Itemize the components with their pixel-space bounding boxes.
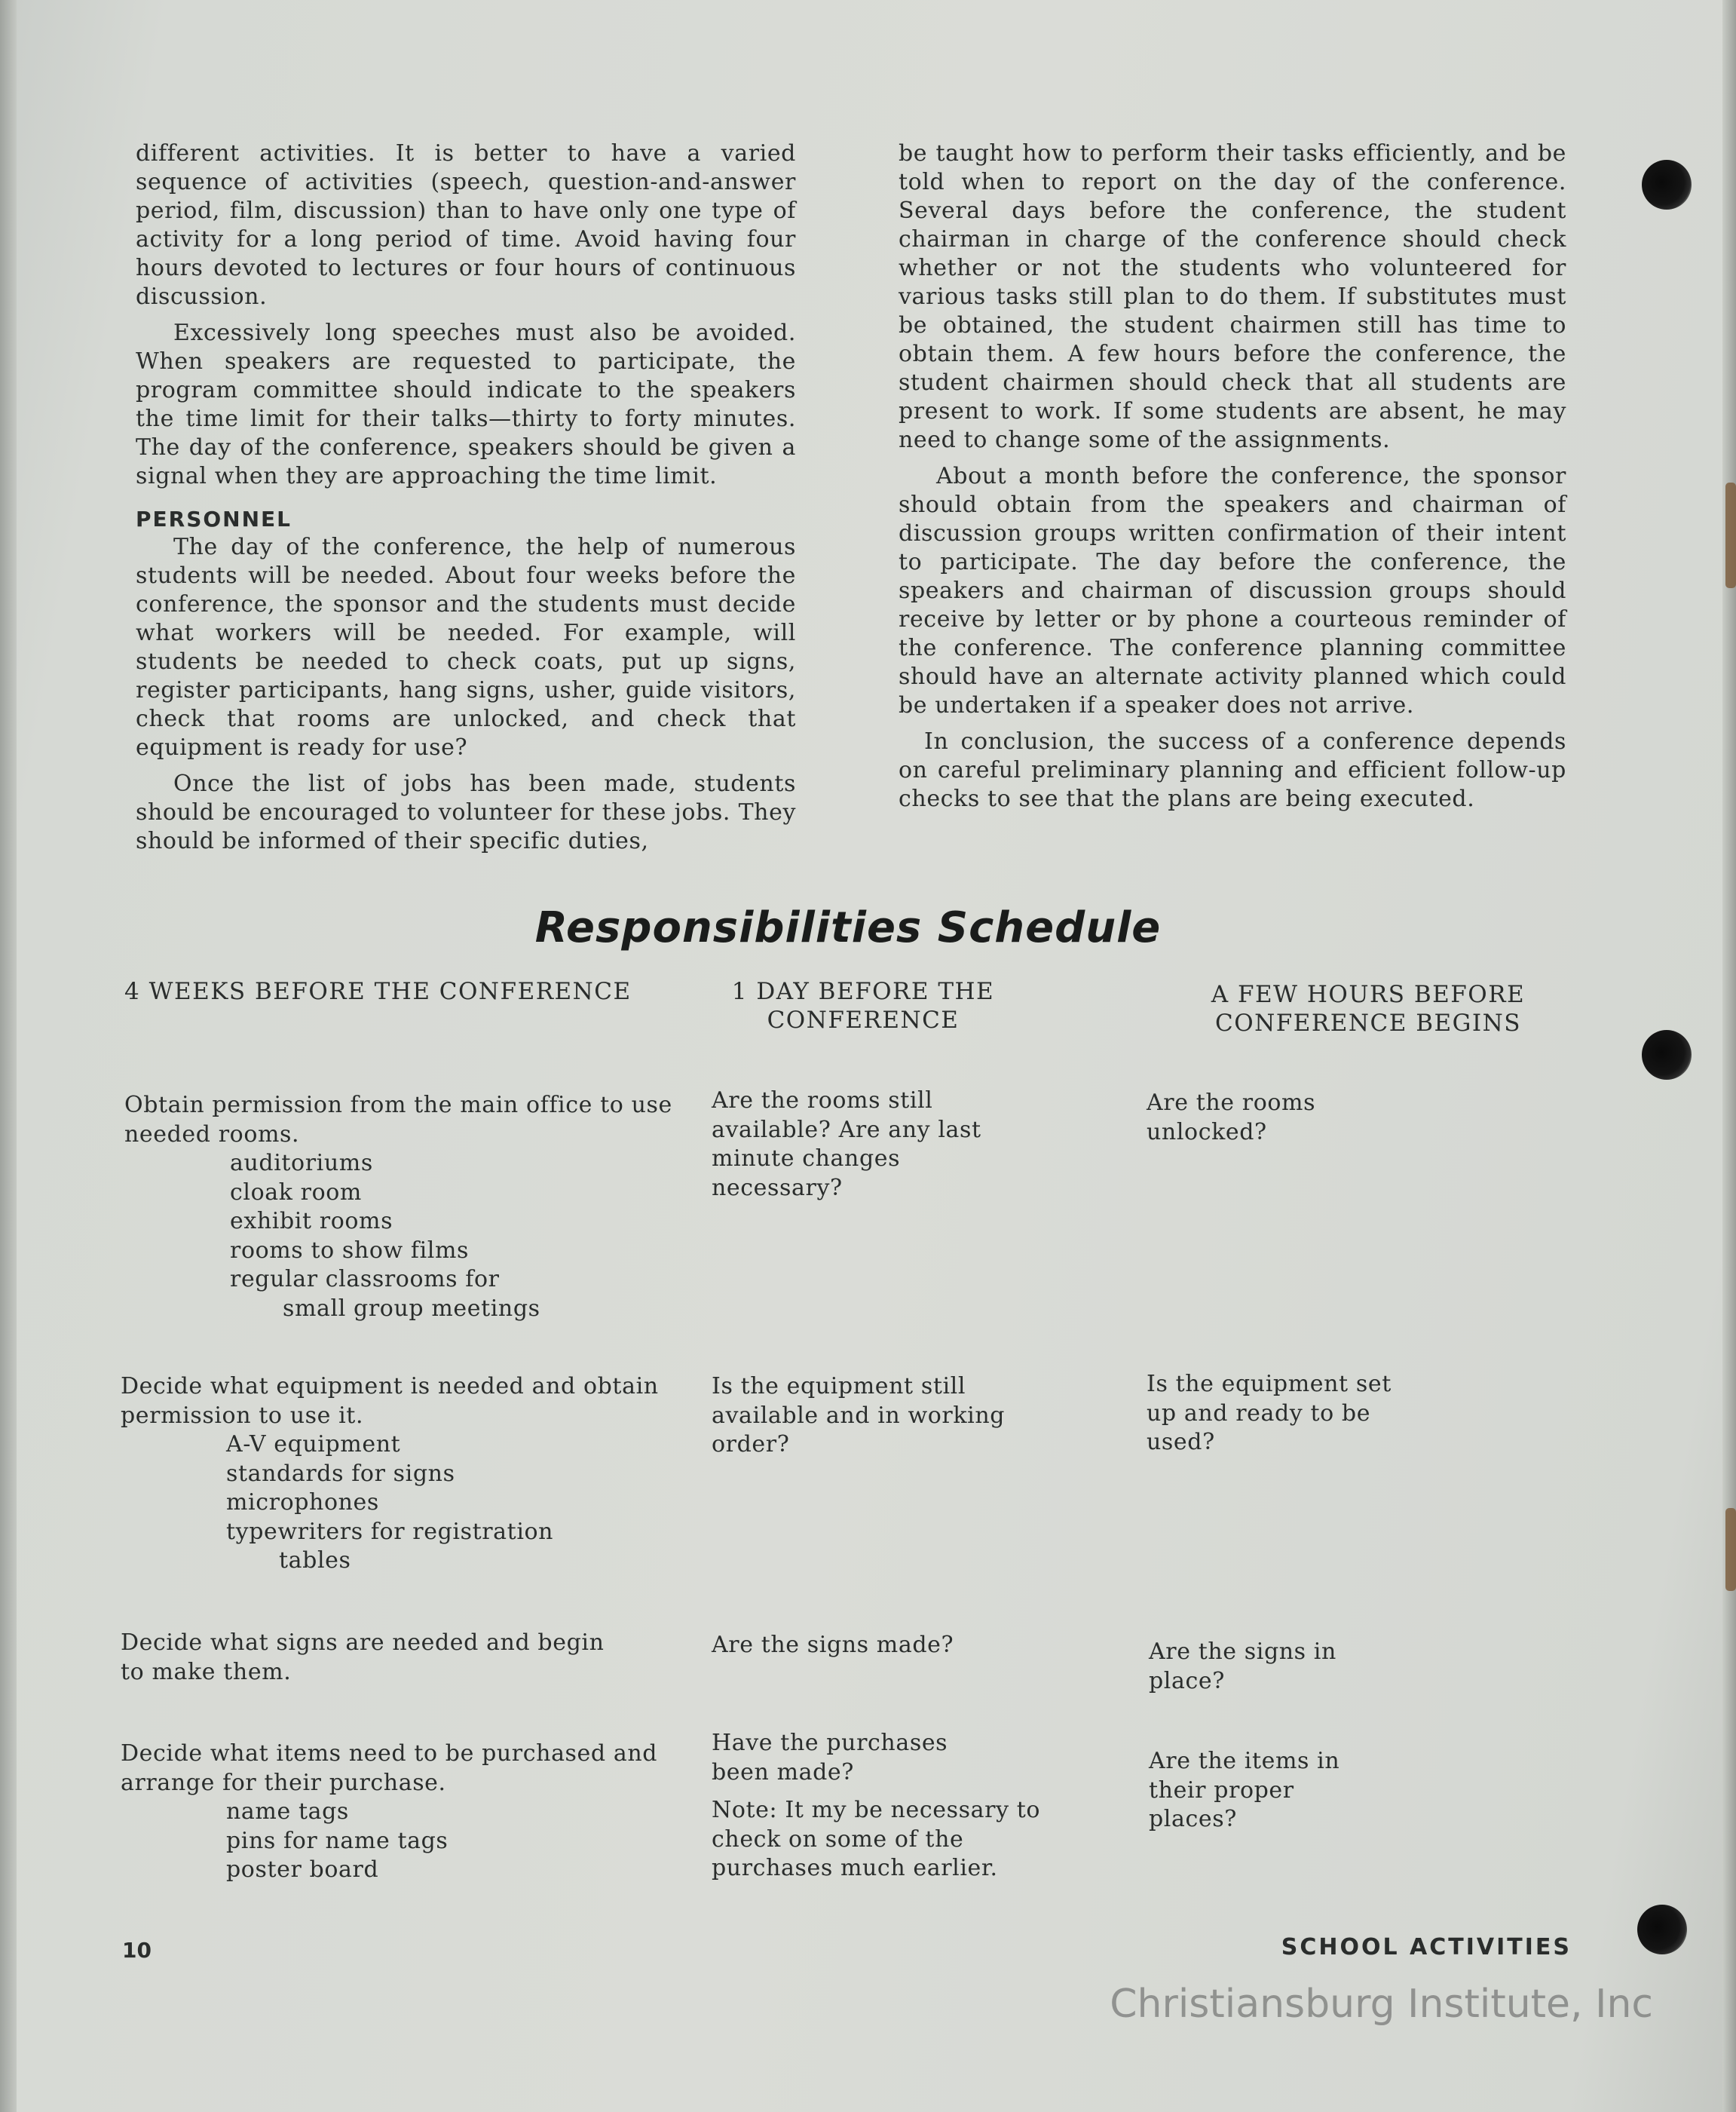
list-sub-item: small group meetings [283,1295,540,1322]
right-paragraph-2: About a month before the conference, the sponsor should obtain from the speakers and chairman of discussion groups written confirmation of their intent to participate. The day before the conference, the speakers and chairman of discussion groups should receive by letter or by phone a courteous reminder of the conference. The conference planning committee should have an alternate activity planned which could be undertaken if a speaker does not arrive. [899,463,1566,719]
list-item: poster board [226,1856,379,1883]
schedule-row-3-col-1: Decide what signs are needed and begin to make them. [121,1629,605,1685]
schedule-header-1-day: 1 DAY BEFORE THE CONFERENCE [731,978,995,1034]
watermark-text: Christiansburg Institute, Inc [1110,1982,1653,2027]
left-paragraph-2: Excessively long speeches must also be avoided. When speakers are requested to participate, the program committee should indicate to the speakers the time limit for their talks—thirty to forty minutes. The day of the conference, speakers should be given a signal when they are approaching the time limit. [136,320,796,489]
schedule-row-1-col-3: Are the rooms unlocked? [1147,1090,1316,1145]
page-number: 10 [122,1938,152,1963]
list-item: A-V equipment [226,1431,401,1458]
list-item: rooms to show films [230,1237,470,1264]
schedule-row-3-col-3: Are the signs in place? [1149,1638,1336,1694]
schedule-task: Obtain permission from the main office to use needed rooms. [124,1092,672,1148]
left-text-column [136,139,796,863]
schedule-row-1-col-2: Are the rooms still available? Are any last minute changes necessary? [712,1087,981,1201]
binder-hole-icon [1642,160,1692,210]
schedule-row-2-col-1 [121,1372,686,1576]
binder-hole-icon [1642,1030,1692,1080]
schedule-title: Responsibilities Schedule [534,903,1162,952]
schedule-row-4-col-2 [712,1729,1073,1884]
list-item: cloak room [230,1179,362,1206]
schedule-task: Decide what equipment is needed and obtain permission to use it. [121,1373,659,1429]
list-item: pins for name tags [226,1827,449,1854]
binder-hole-icon [1637,1905,1687,1954]
schedule-row-3-col-2: Are the signs made? [712,1632,954,1658]
list-item: microphones [226,1489,379,1516]
list-item: typewriters for registration [226,1518,554,1545]
paper-edge-left [0,0,17,2112]
schedule-row-2-col-3: Is the equipment set up and ready to be used? [1147,1371,1392,1455]
list-item: exhibit rooms [230,1208,393,1234]
left-paragraph-4: Once the list of jobs has been made, students should be encouraged to volunteer for these jobs. They should be informed of their specific duties, [136,771,796,854]
schedule-row-4-col-3: Are the items in their proper places? [1149,1748,1340,1832]
schedule-task: Decide what items need to be purchased and arrange for their purchase. [121,1740,658,1796]
right-paragraph-3: In conclusion, the success of a conference depends on careful preliminary planning and efficient follow-up checks to see that the plans are being executed. [899,728,1566,812]
list-item: regular classrooms for [230,1266,500,1292]
list-sub-item: tables [279,1547,351,1574]
schedule-note: Note: It my be necessary to check on some of the purchases much earlier. [712,1797,1041,1881]
right-text-column [899,139,1566,821]
list-item: name tags [226,1798,349,1825]
list-item: standards for signs [226,1460,455,1487]
schedule-question: Have the purchases been made? [712,1730,948,1786]
paper-edge-right [1722,0,1736,2112]
left-paragraph-3: The day of the conference, the help of numerous students will be needed. About four weeks before the conference, the sponsor and the students must decide what workers will be needed. For example, will students be needed to check coats, put up signs, register participants, hang signs, usher, guide visitors, check that rooms are unlocked, and check that equipment is ready for use? [136,534,796,761]
schedule-header-few-hours: A FEW HOURS BEFORE CONFERENCE BEGINS [1211,981,1526,1037]
schedule-row-1-col-1 [124,1091,682,1323]
section-heading-personnel: PERSONNEL [136,507,292,532]
publication-title: SCHOOL ACTIVITIES [1281,1934,1572,1960]
schedule-header-4-weeks: 4 WEEKS BEFORE THE CONFERENCE [124,978,632,1005]
list-item: auditoriums [230,1150,373,1176]
left-paragraph-1: different activities. It is better to have a varied sequence of activities (speech, question-and-answer period, film, discussion) than to have only one type of activity for a long period of time. Avoid having four hours devoted to lectures or four hours of continuous discussion. [136,140,796,310]
schedule-row-4-col-1 [121,1740,678,1885]
paper-tear-mark [1725,1508,1736,1591]
right-paragraph-1: be taught how to perform their tasks efficiently, and be told when to report on the day of the conference. Several days before the conference, the student chairman in charge of the conference should check whether or not the students who volunteered for various tasks still plan to do them. If substitutes must be obtained, the student chairmen still has time to obtain them. A few hours before the conference, the student chairmen should check that all students are present to work. If some students are absent, he may need to change some of the assignments. [899,140,1566,453]
schedule-row-2-col-2: Is the equipment still available and in working order? [712,1373,1006,1458]
paper-tear-mark [1725,483,1736,588]
